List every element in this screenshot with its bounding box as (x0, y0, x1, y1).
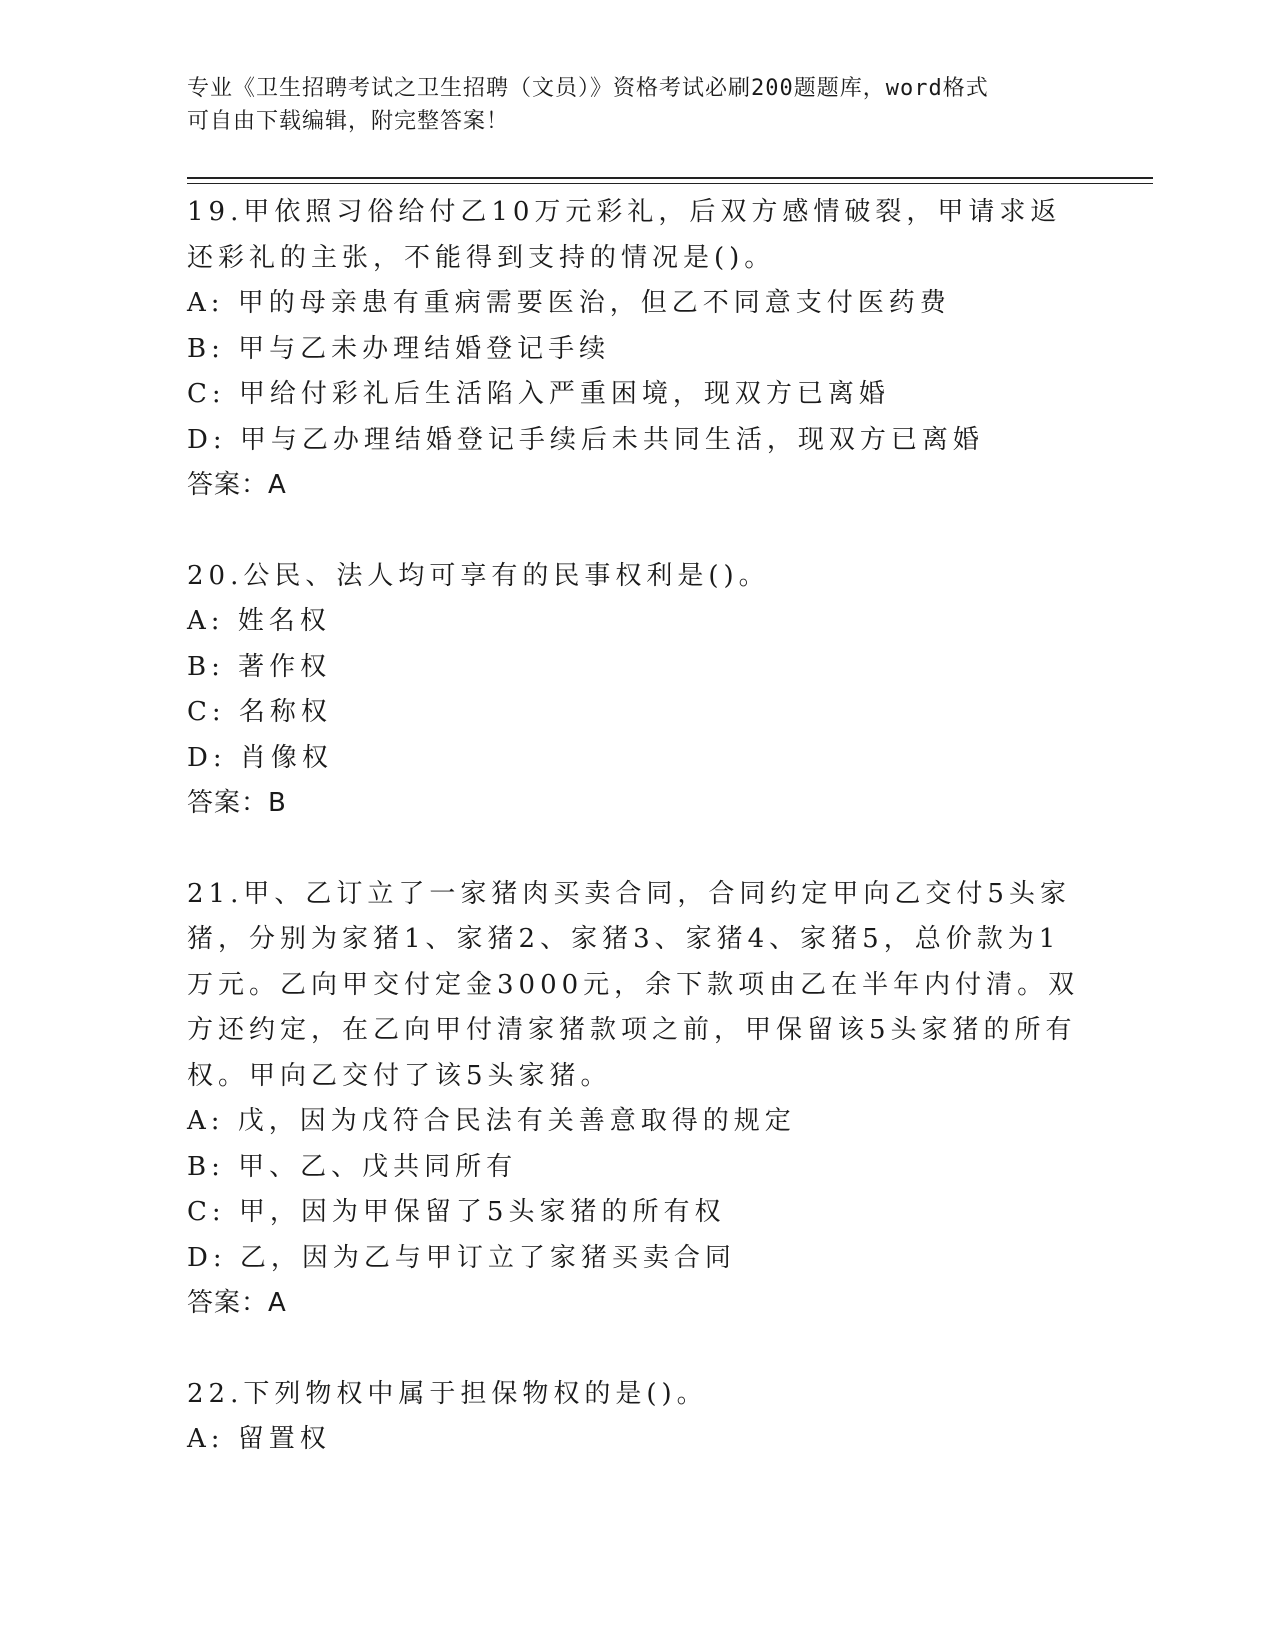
option-c: C: 名称权 (187, 697, 332, 727)
answer-line: 答案：A (187, 470, 287, 500)
answer-line: 答案：B (187, 788, 287, 818)
option-a: A: 戊，因为戊符合民法有关善意取得的规定 (187, 1106, 796, 1136)
header-divider-thin (187, 183, 1153, 184)
question-22 (187, 1372, 1087, 1463)
option-a: A: 姓名权 (187, 606, 331, 636)
header-divider-thick (187, 177, 1153, 179)
question-spacer (187, 509, 1087, 554)
header-line-2: 可自由下载编辑，附完整答案！ (187, 109, 510, 134)
document-header (187, 72, 1067, 138)
question-21 (187, 872, 1087, 1327)
question-stem: 21.甲、乙订立了一家猪肉买卖合同，合同约定甲向乙交付5头家猪，分别为家猪1、家猪2、家猪3、家猪4、家猪5，总价款为1万元。乙向甲交付定金3000元，余下款项由乙在半年内付清。双方还约定，在乙向甲付清家猪款项之前，甲保留该5头家猪的所有权。甲向乙交付了该5头家猪。 (187, 878, 1080, 1091)
option-b: B: 甲、乙、戊共同所有 (187, 1151, 518, 1182)
option-d: D: 甲与乙办理结婚登记手续后未共同生活，现双方已离婚 (187, 424, 984, 455)
question-20 (187, 554, 1087, 827)
question-spacer (187, 827, 1087, 872)
option-c: C: 甲给付彩礼后生活陷入严重困境，现双方已离婚 (187, 379, 890, 409)
answer-line: 答案：A (187, 1288, 287, 1318)
question-stem: 20.公民、法人均可享有的民事权利是()。 (187, 560, 770, 591)
question-stem: 19.甲依照习俗给付乙10万元彩礼，后双方感情破裂，甲请求返还彩礼的主张，不能得到支持的情况是()。 (187, 197, 1062, 273)
option-d: D: 肖像权 (187, 742, 333, 773)
question-spacer (187, 1327, 1087, 1372)
option-b: B: 甲与乙未办理结婚登记手续 (187, 333, 611, 364)
question-stem: 22.下列物权中属于担保物权的是()。 (187, 1378, 708, 1409)
header-line-1: 专业《卫生招聘考试之卫生招聘（文员）》资格考试必刷200题题库，word格式 (187, 76, 989, 101)
option-a: A: 甲的母亲患有重病需要医治，但乙不同意支付医药费 (187, 288, 951, 318)
option-b: B: 著作权 (187, 651, 332, 682)
question-19 (187, 190, 1087, 509)
option-a: A: 留置权 (187, 1424, 331, 1454)
option-c: C: 甲，因为甲保留了5头家猪的所有权 (187, 1197, 726, 1227)
option-d: D: 乙，因为乙与甲订立了家猪买卖合同 (187, 1242, 736, 1273)
question-list (187, 190, 1087, 1463)
